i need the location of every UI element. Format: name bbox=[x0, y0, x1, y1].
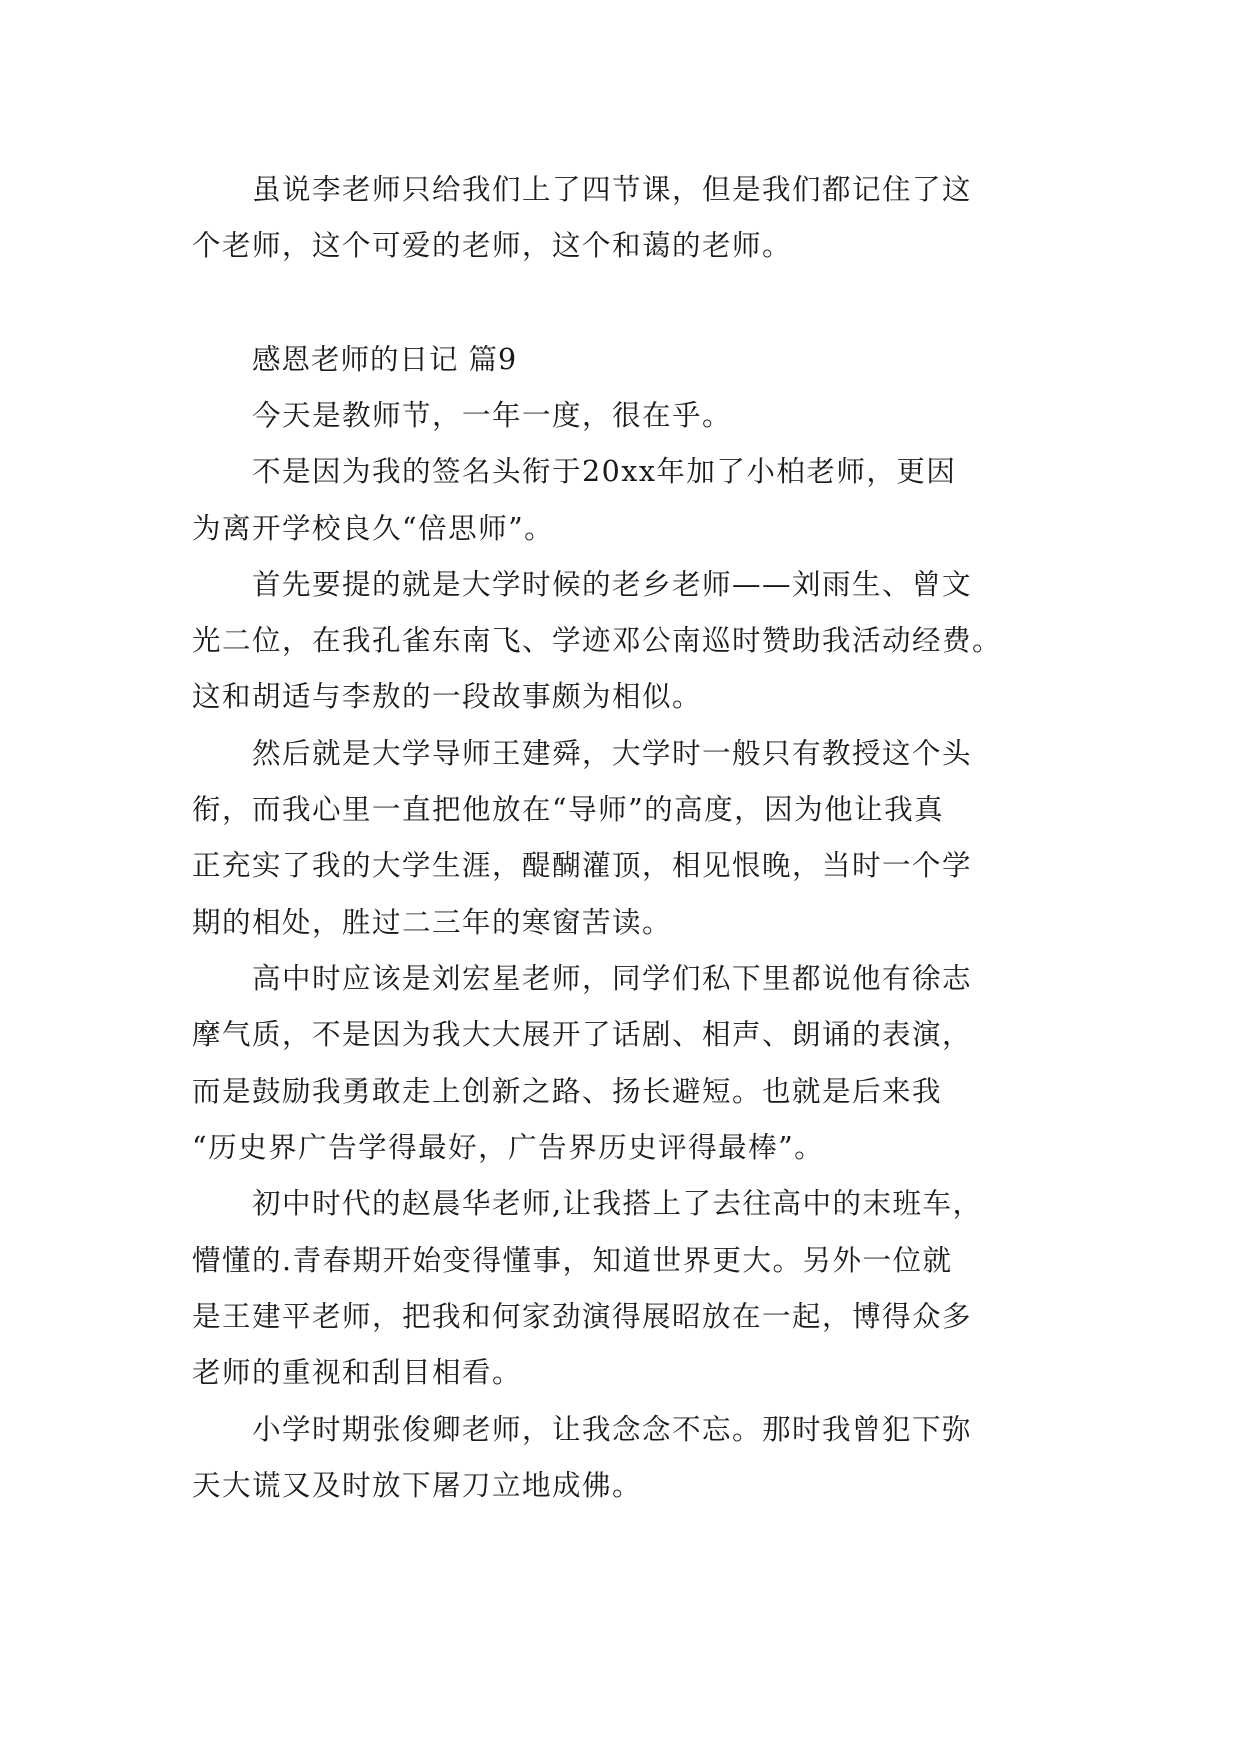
paragraph-line: 小学时期张俊卿老师，让我念念不忘。那时我曾犯下弥 bbox=[252, 1413, 973, 1446]
paragraph-line: 首先要提的就是大学时候的老乡老师——刘雨生、曾文 bbox=[252, 568, 973, 601]
paragraph-line: 高中时应该是刘宏星老师，同学们私下里都说他有徐志 bbox=[252, 962, 973, 995]
paragraph-line: 今天是教师节，一年一度，很在乎。 bbox=[252, 399, 733, 432]
paragraph-line: 为离开学校良久“倍思师”。 bbox=[192, 512, 555, 545]
paragraph-line: 天大谎又及时放下屠刀立地成佛。 bbox=[192, 1469, 643, 1502]
paragraph-line: 不是因为我的签名头衔于20xx年加了小柏老师，更因 bbox=[252, 455, 957, 488]
paragraph-line: 虽说李老师只给我们上了四节课，但是我们都记住了这 bbox=[252, 173, 973, 206]
paragraph-line: 正充实了我的大学生涯，醍醐灌顶，相见恨晚，当时一个学 bbox=[192, 849, 973, 882]
paragraph-line: “历史界广告学得最好，广告界历史评得最棒”。 bbox=[192, 1131, 825, 1164]
section-title: 感恩老师的日记 篇9 bbox=[252, 343, 518, 376]
paragraph-line: 衔，而我心里一直把他放在“导师”的高度，因为他让我真 bbox=[192, 793, 945, 826]
paragraph-line: 光二位，在我孔雀东南飞、学迹邓公南巡时赞助我活动经费。 bbox=[192, 624, 1003, 657]
paragraph-line: 个老师，这个可爱的老师，这个和蔼的老师。 bbox=[192, 229, 793, 262]
paragraph-line: 期的相处，胜过二三年的寒窗苦读。 bbox=[192, 906, 673, 939]
paragraph-line: 这和胡适与李敖的一段故事颇为相似。 bbox=[192, 680, 703, 713]
paragraph-line: 而是鼓励我勇敢走上创新之路、扬长避短。也就是后来我 bbox=[192, 1075, 943, 1108]
paragraph-line: 摩气质，不是因为我大大展开了话剧、相声、朗诵的表演， bbox=[192, 1018, 973, 1051]
paragraph-line: 然后就是大学导师王建舜，大学时一般只有教授这个头 bbox=[252, 737, 973, 770]
paragraph-line: 初中时代的赵晨华老师,让我搭上了去往高中的末班车， bbox=[252, 1187, 983, 1220]
paragraph-line: 老师的重视和刮目相看。 bbox=[192, 1356, 523, 1389]
paragraph-line: 是王建平老师，把我和何家劲演得展昭放在一起，博得众多 bbox=[192, 1300, 973, 1333]
paragraph-line: 懵懂的.青春期开始变得懂事，知道世界更大。另外一位就 bbox=[192, 1244, 953, 1277]
